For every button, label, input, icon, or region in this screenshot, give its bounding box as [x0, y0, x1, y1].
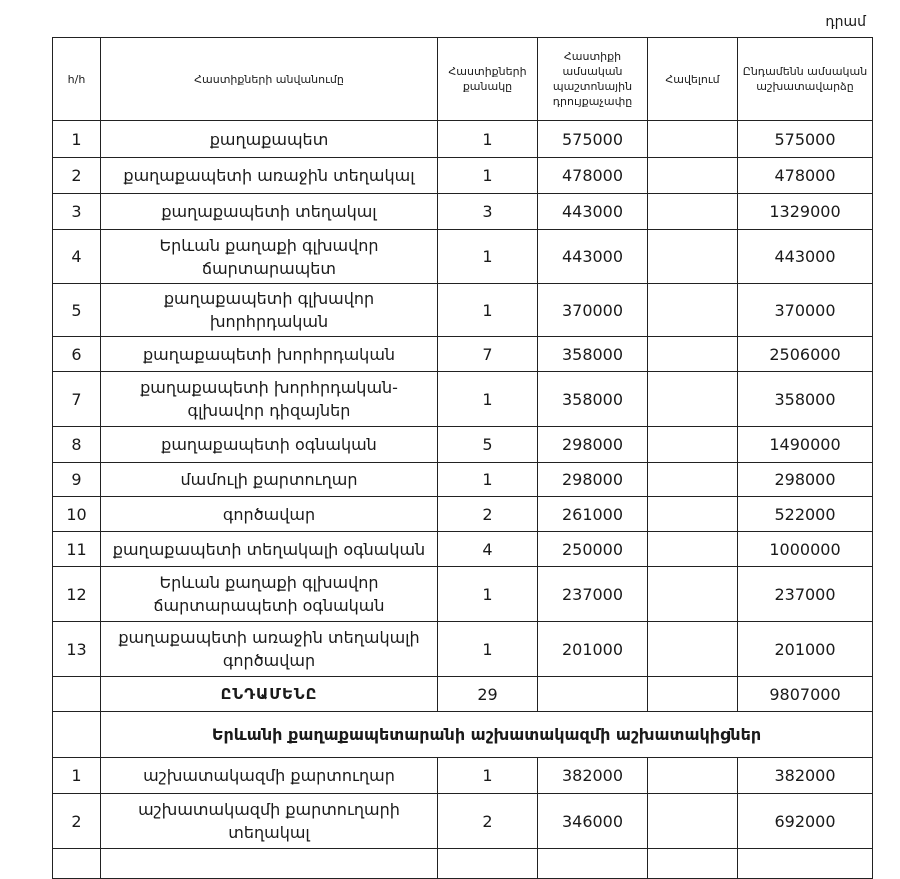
row-num: 8 — [53, 427, 101, 463]
row-position-name: քաղաքապետի խորհրդական-գլխավոր դիզայներ — [101, 372, 438, 427]
row-count: 4 — [438, 532, 538, 567]
row-num: 2 — [53, 158, 101, 194]
total-rate-cell — [538, 677, 648, 712]
row-count: 2 — [438, 794, 538, 849]
row-bonus — [648, 622, 738, 677]
row-rate: 575000 — [538, 121, 648, 158]
row-position-name: քաղաքապետի տեղակալ — [101, 194, 438, 230]
row-num: 4 — [53, 230, 101, 284]
row-rate: 443000 — [538, 194, 648, 230]
table-row — [53, 532, 873, 567]
row-position-name: քաղաքապետի տեղակալի օգնական — [101, 532, 438, 567]
table-row — [53, 463, 873, 497]
row-rate: 298000 — [538, 427, 648, 463]
table-row — [53, 567, 873, 622]
row-count: 1 — [438, 158, 538, 194]
row-bonus — [648, 194, 738, 230]
row-rate: 237000 — [538, 567, 648, 622]
row-position-name: քաղաքապետի առաջին տեղակալի գործավար — [101, 622, 438, 677]
row-count: 1 — [438, 622, 538, 677]
row-total: 370000 — [738, 284, 873, 337]
row-total: 201000 — [738, 622, 873, 677]
total-row — [53, 677, 873, 712]
table-row — [53, 337, 873, 372]
table-row — [53, 758, 873, 794]
row-rate: 201000 — [538, 622, 648, 677]
table-row — [53, 284, 873, 337]
row-position-name: Երևան քաղաքի գլխավոր ճարտարապետ — [101, 230, 438, 284]
table-row — [53, 121, 873, 158]
row-num: 5 — [53, 284, 101, 337]
row-position-name: Երևան քաղաքի գլխավոր ճարտարապետի օգնական — [101, 567, 438, 622]
header-row — [53, 38, 873, 121]
row-num: 11 — [53, 532, 101, 567]
total-amount: 9807000 — [738, 677, 873, 712]
table-row — [53, 194, 873, 230]
row-total: 692000 — [738, 794, 873, 849]
header-monthly-total: Ընդամենն ամսական աշխատավարձը — [738, 38, 873, 121]
row-bonus — [648, 372, 738, 427]
row-count: 5 — [438, 427, 538, 463]
table-row — [53, 158, 873, 194]
row-count: 1 — [438, 284, 538, 337]
row-count: 3 — [438, 194, 538, 230]
row-bonus — [648, 758, 738, 794]
total-label: ԸՆԴԱՄԵՆԸ — [101, 677, 438, 712]
row-total: 2506000 — [738, 337, 873, 372]
table-row-partial — [53, 849, 873, 879]
row-bonus — [648, 532, 738, 567]
row-num: 1 — [53, 121, 101, 158]
row-total: 1000000 — [738, 532, 873, 567]
row-num: 1 — [53, 758, 101, 794]
section-title: Երևանի քաղաքապետարանի աշխատակազմի աշխատակիցներ — [101, 712, 873, 758]
row-total: 358000 — [738, 372, 873, 427]
row-rate: 478000 — [538, 158, 648, 194]
row-total: 237000 — [738, 567, 873, 622]
row-num: 13 — [53, 622, 101, 677]
header-position-name: Հաստիքների անվանումը — [101, 38, 438, 121]
row-bonus — [648, 121, 738, 158]
row-bonus — [648, 497, 738, 532]
section-header-row — [53, 712, 873, 758]
table-row — [53, 794, 873, 849]
staff-salary-table — [52, 37, 873, 879]
row-position-name: քաղաքապետի գլխավոր խորհրդական — [101, 284, 438, 337]
row-num: 9 — [53, 463, 101, 497]
row-position-name: քաղաքապետի առաջին տեղակալ — [101, 158, 438, 194]
table-row — [53, 622, 873, 677]
row-rate: 346000 — [538, 794, 648, 849]
row-count: 2 — [438, 497, 538, 532]
row-position-name: աշխատակազմի քարտուղարի տեղակալ — [101, 794, 438, 849]
table-row — [53, 372, 873, 427]
row-rate: 358000 — [538, 372, 648, 427]
row-bonus — [648, 463, 738, 497]
row-total: 1329000 — [738, 194, 873, 230]
table-row — [53, 230, 873, 284]
table-row — [53, 427, 873, 463]
row-total: 575000 — [738, 121, 873, 158]
row-position-name: մամուլի քարտուղար — [101, 463, 438, 497]
row-position-name: քաղաքապետի օգնական — [101, 427, 438, 463]
row-bonus — [648, 284, 738, 337]
row-count: 1 — [438, 567, 538, 622]
header-monthly-rate: Հաստիքի ամսական պաշտոնային դրույքաչափը — [538, 38, 648, 121]
header-position-count: Հաստիքների քանակը — [438, 38, 538, 121]
row-total: 298000 — [738, 463, 873, 497]
header-bonus: Հավելում — [648, 38, 738, 121]
row-count: 7 — [438, 337, 538, 372]
table-row — [53, 497, 873, 532]
row-total: 478000 — [738, 158, 873, 194]
row-count: 1 — [438, 230, 538, 284]
row-count: 1 — [438, 758, 538, 794]
row-position-name: աշխատակազմի քարտուղար — [101, 758, 438, 794]
total-bonus-cell — [648, 677, 738, 712]
row-bonus — [648, 427, 738, 463]
row-total: 382000 — [738, 758, 873, 794]
row-bonus — [648, 230, 738, 284]
row-bonus — [648, 567, 738, 622]
row-position-name: քաղաքապետի խորհրդական — [101, 337, 438, 372]
row-num: 2 — [53, 794, 101, 849]
row-num: 6 — [53, 337, 101, 372]
row-rate: 298000 — [538, 463, 648, 497]
header-num: հ/հ — [53, 38, 101, 121]
row-rate: 250000 — [538, 532, 648, 567]
total-count: 29 — [438, 677, 538, 712]
row-total: 522000 — [738, 497, 873, 532]
row-bonus — [648, 794, 738, 849]
row-rate: 443000 — [538, 230, 648, 284]
currency-unit-label: դրամ — [825, 14, 866, 30]
row-count: 1 — [438, 121, 538, 158]
row-total: 443000 — [738, 230, 873, 284]
row-total: 1490000 — [738, 427, 873, 463]
row-rate: 261000 — [538, 497, 648, 532]
row-bonus — [648, 158, 738, 194]
row-count: 1 — [438, 372, 538, 427]
row-rate: 358000 — [538, 337, 648, 372]
row-rate: 370000 — [538, 284, 648, 337]
row-num: 7 — [53, 372, 101, 427]
row-num: 12 — [53, 567, 101, 622]
row-bonus — [648, 337, 738, 372]
total-num-cell — [53, 677, 101, 712]
row-position-name: գործավար — [101, 497, 438, 532]
row-position-name: քաղաքապետ — [101, 121, 438, 158]
row-num: 10 — [53, 497, 101, 532]
row-num: 3 — [53, 194, 101, 230]
row-count: 1 — [438, 463, 538, 497]
section-num-cell — [53, 712, 101, 758]
row-rate: 382000 — [538, 758, 648, 794]
